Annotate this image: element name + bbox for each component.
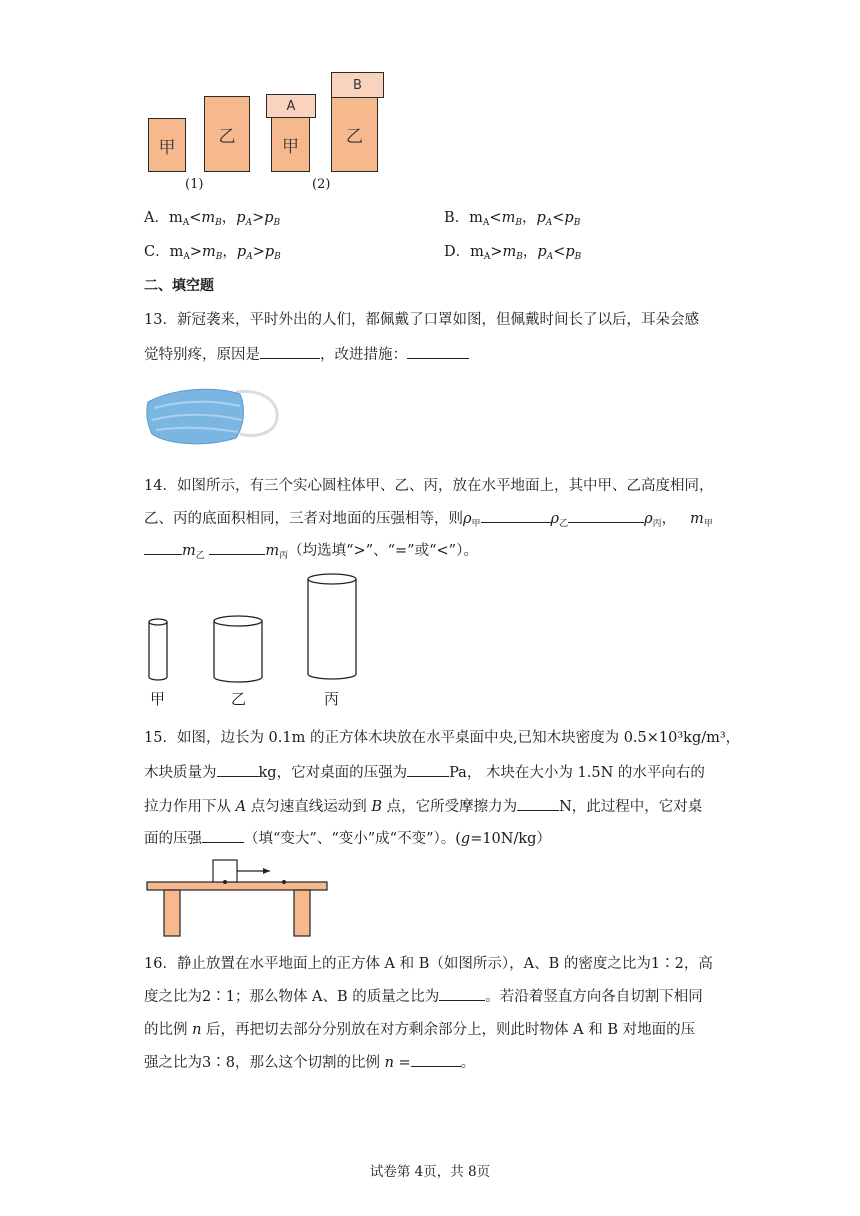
block-jia-2: 甲 (271, 117, 310, 172)
q15-blank-mass[interactable] (217, 762, 259, 777)
cylinder-label-bing: 丙 (324, 690, 340, 708)
q13-blank-improvement[interactable] (407, 344, 469, 359)
q15-line-2: 木块质量为 kg，它对桌面的压强为 Pa， 木块在大小为 1.5N 的水平向右的 (144, 762, 705, 783)
figure-label-2: (2) (312, 177, 331, 192)
block-b: B (331, 72, 384, 98)
q13-line-2: 觉特别疼，原因是 ，改进措施： (144, 344, 469, 365)
section-title: 二、填空题 (144, 278, 214, 294)
q15-line-1: 15．如图，边长为 0.1m 的正方体木块放在水平桌面中央,已知木块密度为 0.5×10³kg/m³， (144, 730, 741, 746)
q15-line-4: 面的压强 （填“变大”、“变小”成“不变”）。(g=10N/kg） (144, 828, 551, 849)
q12-figure (0, 0, 860, 200)
q14-line-3: $m_乙$ $m_丙$（均选填“>”、“=”或“<”）。 (144, 540, 478, 566)
q13-blank-reason[interactable] (260, 344, 320, 359)
q16-blank-ratio-n[interactable] (411, 1052, 461, 1067)
q14-line-1: 14．如图所示，有三个实心圆柱体甲、乙、丙，放在水平地面上，其中甲、乙高度相同， (144, 478, 714, 494)
q16-blank-mass-ratio[interactable] (439, 986, 485, 1001)
q14-blank-rho-2[interactable] (568, 508, 644, 523)
q15-blank-pressure[interactable] (407, 762, 449, 777)
q14-blank-m-2[interactable] (209, 540, 265, 555)
cylinders-figure (140, 570, 380, 685)
option-c[interactable]: C．$m_A>m_B$，$p_A>p_B$ (144, 244, 281, 262)
block-a: A (266, 94, 316, 118)
block-jia-1: 甲 (148, 118, 186, 172)
q16-line-3: 的比例 n 后，再把切去部分分别放在对方剩余部分上，则此时物体 A 和 B 对地面的压 (144, 1022, 696, 1038)
block-yi-2: 乙 (331, 97, 378, 172)
q16-line-2: 度之比为2∶1；那么物体 A、B 的质量之比为 。若沿着竖直方向各自切割下相同 (144, 986, 703, 1007)
q14-blank-rho-1[interactable] (481, 508, 551, 523)
q16-line-1: 16．静止放置在水平地面上的正方体 A 和 B（如图所示），A、B 的密度之比为1∶2，高 (144, 956, 713, 972)
option-b[interactable]: B．$m_A<m_B$，$p_A<p_B$ (444, 210, 581, 228)
option-d[interactable]: D．$m_A>m_B$，$p_A<p_B$ (444, 244, 582, 262)
q15-blank-pressure-change[interactable] (202, 828, 244, 843)
q13-line-1: 13．新冠袭来，平时外出的人们，都佩戴了口罩如图，但佩戴时间长了以后，耳朵会感 (144, 312, 699, 328)
page-footer: 试卷第 4页，共 8页 (369, 1164, 491, 1180)
q15-line-3: 拉力作用下从 A 点匀速直线运动到 B 点，它所受摩擦力为 N，此过程中，它对桌 (144, 796, 702, 817)
face-mask-image (144, 378, 284, 448)
cylinder-label-jia: 甲 (150, 690, 166, 708)
block-yi-1: 乙 (204, 96, 250, 172)
q14-line-2: 乙、丙的底面积相同，三者对地面的压强相等，则$\rho_甲$ $\rho_乙$ $\rho_丙$， $m_甲$ (144, 508, 713, 534)
cylinder-label-yi: 乙 (231, 690, 247, 708)
option-a[interactable]: A．$m_A<m_B$，$p_A>p_B$ (144, 210, 281, 228)
q16-line-4: 强之比为3∶8，那么这个切割的比例 n = 。 (144, 1052, 475, 1073)
table-block-figure (146, 856, 331, 940)
q14-blank-m-1[interactable] (144, 540, 182, 555)
q15-blank-friction[interactable] (517, 796, 559, 811)
figure-label-1: (1) (185, 177, 204, 192)
